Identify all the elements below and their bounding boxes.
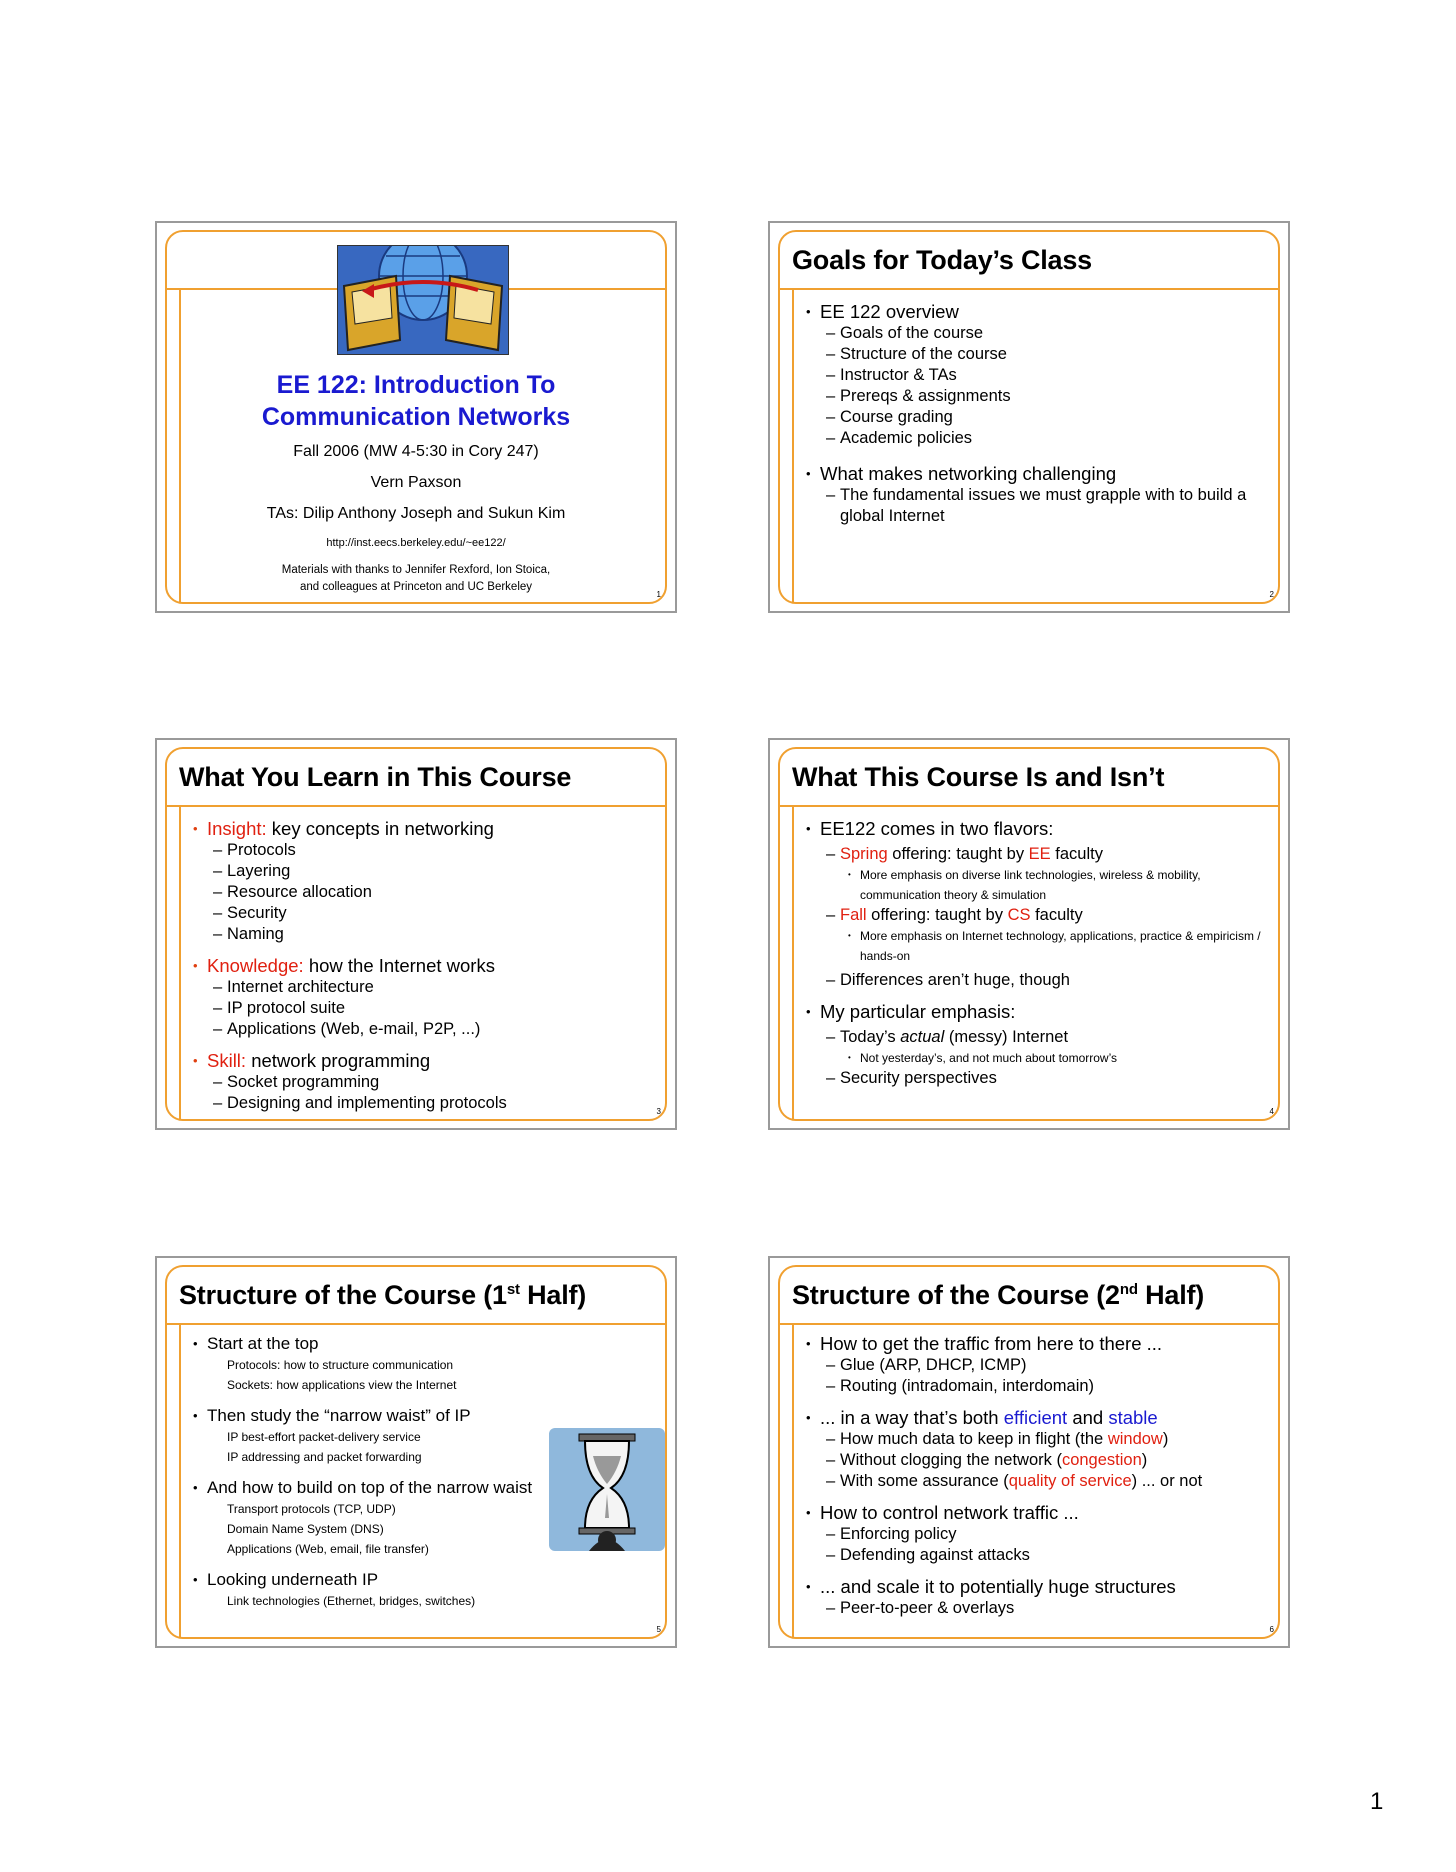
bullet: • And how to build on top of the narrow waist <box>193 1477 661 1499</box>
slide-number: 2 <box>1269 590 1274 599</box>
tas-text: TAs: Dilip Anthony Joseph and Sukun Kim <box>266 505 566 522</box>
note-bullet: • More emphasis on diverse link technologies, wireless & mobility, communication theory & simulation <box>806 865 1274 905</box>
bullet: • How to control network traffic ... <box>806 1502 1274 1524</box>
sub-bullet: – Socket programming <box>193 1072 661 1093</box>
sub-bullet: – Designing and implementing protocols <box>193 1093 661 1114</box>
slide-number: 4 <box>1269 1107 1274 1116</box>
sub-bullet: – Structure of the course <box>806 344 1274 365</box>
bullet: • My particular emphasis: <box>806 1001 1274 1023</box>
bullet: • EE 122 overview <box>806 301 1274 323</box>
sub-bullet: – Without clogging the network (congestion) <box>806 1450 1274 1471</box>
slide-5 <box>155 1256 677 1648</box>
slide-number: 6 <box>1269 1625 1274 1634</box>
sub-bullet: – Instructor & TAs <box>806 365 1274 386</box>
sub-bullet: – Course grading <box>806 407 1274 428</box>
sub-bullet: – Spring offering: taught by EE faculty <box>806 844 1274 865</box>
course-url[interactable]: http://inst.eecs.berkeley.edu/~ee122/ <box>326 537 506 549</box>
slide-title: Goals for Today’s Class <box>792 245 1092 275</box>
sub-bullet: – Defending against attacks <box>806 1545 1274 1566</box>
semester-text: Fall 2006 (MW 4-5:30 in Cory 247) <box>293 443 539 460</box>
bullet: • ... and scale it to potentially huge structures <box>806 1576 1274 1598</box>
sub-bullet: – With some assurance (quality of service) ... or not <box>806 1471 1274 1492</box>
bullet: • ... in a way that’s both efficient and stable <box>806 1407 1274 1429</box>
instructor-text: Vern Paxson <box>370 474 462 491</box>
slide-title: Structure of the Course (2nd Half) <box>792 1280 1205 1310</box>
sub-item: IP addressing and packet forwarding <box>227 1450 422 1464</box>
hourglass-clipart-image <box>549 1428 665 1551</box>
sub-bullet: – How much data to keep in flight (the window) <box>806 1429 1274 1450</box>
slide-title: What You Learn in This Course <box>179 762 572 792</box>
sub-bullet: – Today’s actual (messy) Internet <box>806 1027 1274 1048</box>
sub-bullet: – Naming <box>193 924 661 945</box>
network-clipart-image <box>337 245 509 355</box>
sub-item: Link technologies (Ethernet, bridges, switches) <box>227 1594 476 1608</box>
slide-body <box>806 1333 1274 1632</box>
slide-number: 3 <box>656 1107 661 1116</box>
sub-bullet: – Peer-to-peer & overlays <box>806 1598 1274 1619</box>
slide-body <box>806 818 1274 1114</box>
thanks-text: Materials with thanks to Jennifer Rexford, Ion Stoica, and colleagues at Princeton and UC Berkeley <box>281 564 551 593</box>
slide-body <box>193 818 661 1114</box>
sub-bullet: – Routing (intradomain, interdomain) <box>806 1376 1274 1397</box>
sub-bullet: – Differences aren’t huge, though <box>806 970 1274 991</box>
slide-2 <box>768 221 1290 613</box>
sub-bullet: – Fall offering: taught by CS faculty <box>806 905 1274 926</box>
slide-title: Structure of the Course (1st Half) <box>179 1280 587 1310</box>
bullet: • Then study the “narrow waist” of IP <box>193 1405 661 1427</box>
sub-bullet: – Internet architecture <box>193 977 661 998</box>
slide-6 <box>768 1256 1290 1648</box>
sub-bullet: – Resource allocation <box>193 882 661 903</box>
note-bullet: • More emphasis on Internet technology, applications, practice & empiricism / hands-on <box>806 926 1274 966</box>
slide-4 <box>768 738 1290 1130</box>
bullet: • EE122 comes in two flavors: <box>806 818 1274 840</box>
sub-bullet: – Glue (ARP, DHCP, ICMP) <box>806 1355 1274 1376</box>
bullet: • Insight: key concepts in networking <box>193 818 661 840</box>
bullet: • Looking underneath IP <box>193 1569 661 1591</box>
bullet: • Knowledge: how the Internet works <box>193 955 661 977</box>
slide-number: 1 <box>656 590 661 599</box>
bullet: • What makes networking challenging <box>806 463 1274 485</box>
sub-item: IP best-effort packet-delivery service <box>227 1430 421 1444</box>
sub-bullet: – IP protocol suite <box>193 998 661 1019</box>
sub-bullet: – Security perspectives <box>806 1068 1274 1089</box>
sub-item: Transport protocols (TCP, UDP) <box>227 1502 396 1516</box>
bullet: • How to get the traffic from here to there ... <box>806 1333 1274 1355</box>
sub-item: Protocols: how to structure communication <box>227 1358 454 1372</box>
sub-item: Domain Name System (DNS) <box>227 1522 384 1536</box>
slide-1 <box>155 221 677 613</box>
slide-title: EE 122: Introduction To Communication Networks <box>261 371 571 431</box>
sub-bullet: – Prereqs & assignments <box>806 386 1274 407</box>
slide-number: 5 <box>656 1625 661 1634</box>
sub-item: Applications (Web, email, file transfer) <box>227 1542 429 1556</box>
sub-bullet: – Security <box>193 903 661 924</box>
slide-title: What This Course Is and Isn’t <box>792 762 1165 792</box>
bullet: • Skill: network programming <box>193 1050 661 1072</box>
sub-bullet: – Academic policies <box>806 428 1274 449</box>
sub-bullet: – Goals of the course <box>806 323 1274 344</box>
bullet: • Start at the top <box>193 1333 661 1355</box>
sub-bullet: – Layering <box>193 861 661 882</box>
slide-3 <box>155 738 677 1130</box>
sub-bullet: – Applications (Web, e-mail, P2P, ...) <box>193 1019 661 1040</box>
sub-bullet: – Enforcing policy <box>806 1524 1274 1545</box>
slide-body <box>806 301 1274 597</box>
sub-bullet: – Protocols <box>193 840 661 861</box>
sub-bullet: – The fundamental issues we must grapple with to build a global Internet <box>806 485 1274 527</box>
sub-item: Sockets: how applications view the Internet <box>227 1378 457 1392</box>
page-number: 1 <box>1370 1788 1384 1815</box>
note-bullet: • Not yesterday’s, and not much about tomorrow’s <box>806 1048 1274 1068</box>
